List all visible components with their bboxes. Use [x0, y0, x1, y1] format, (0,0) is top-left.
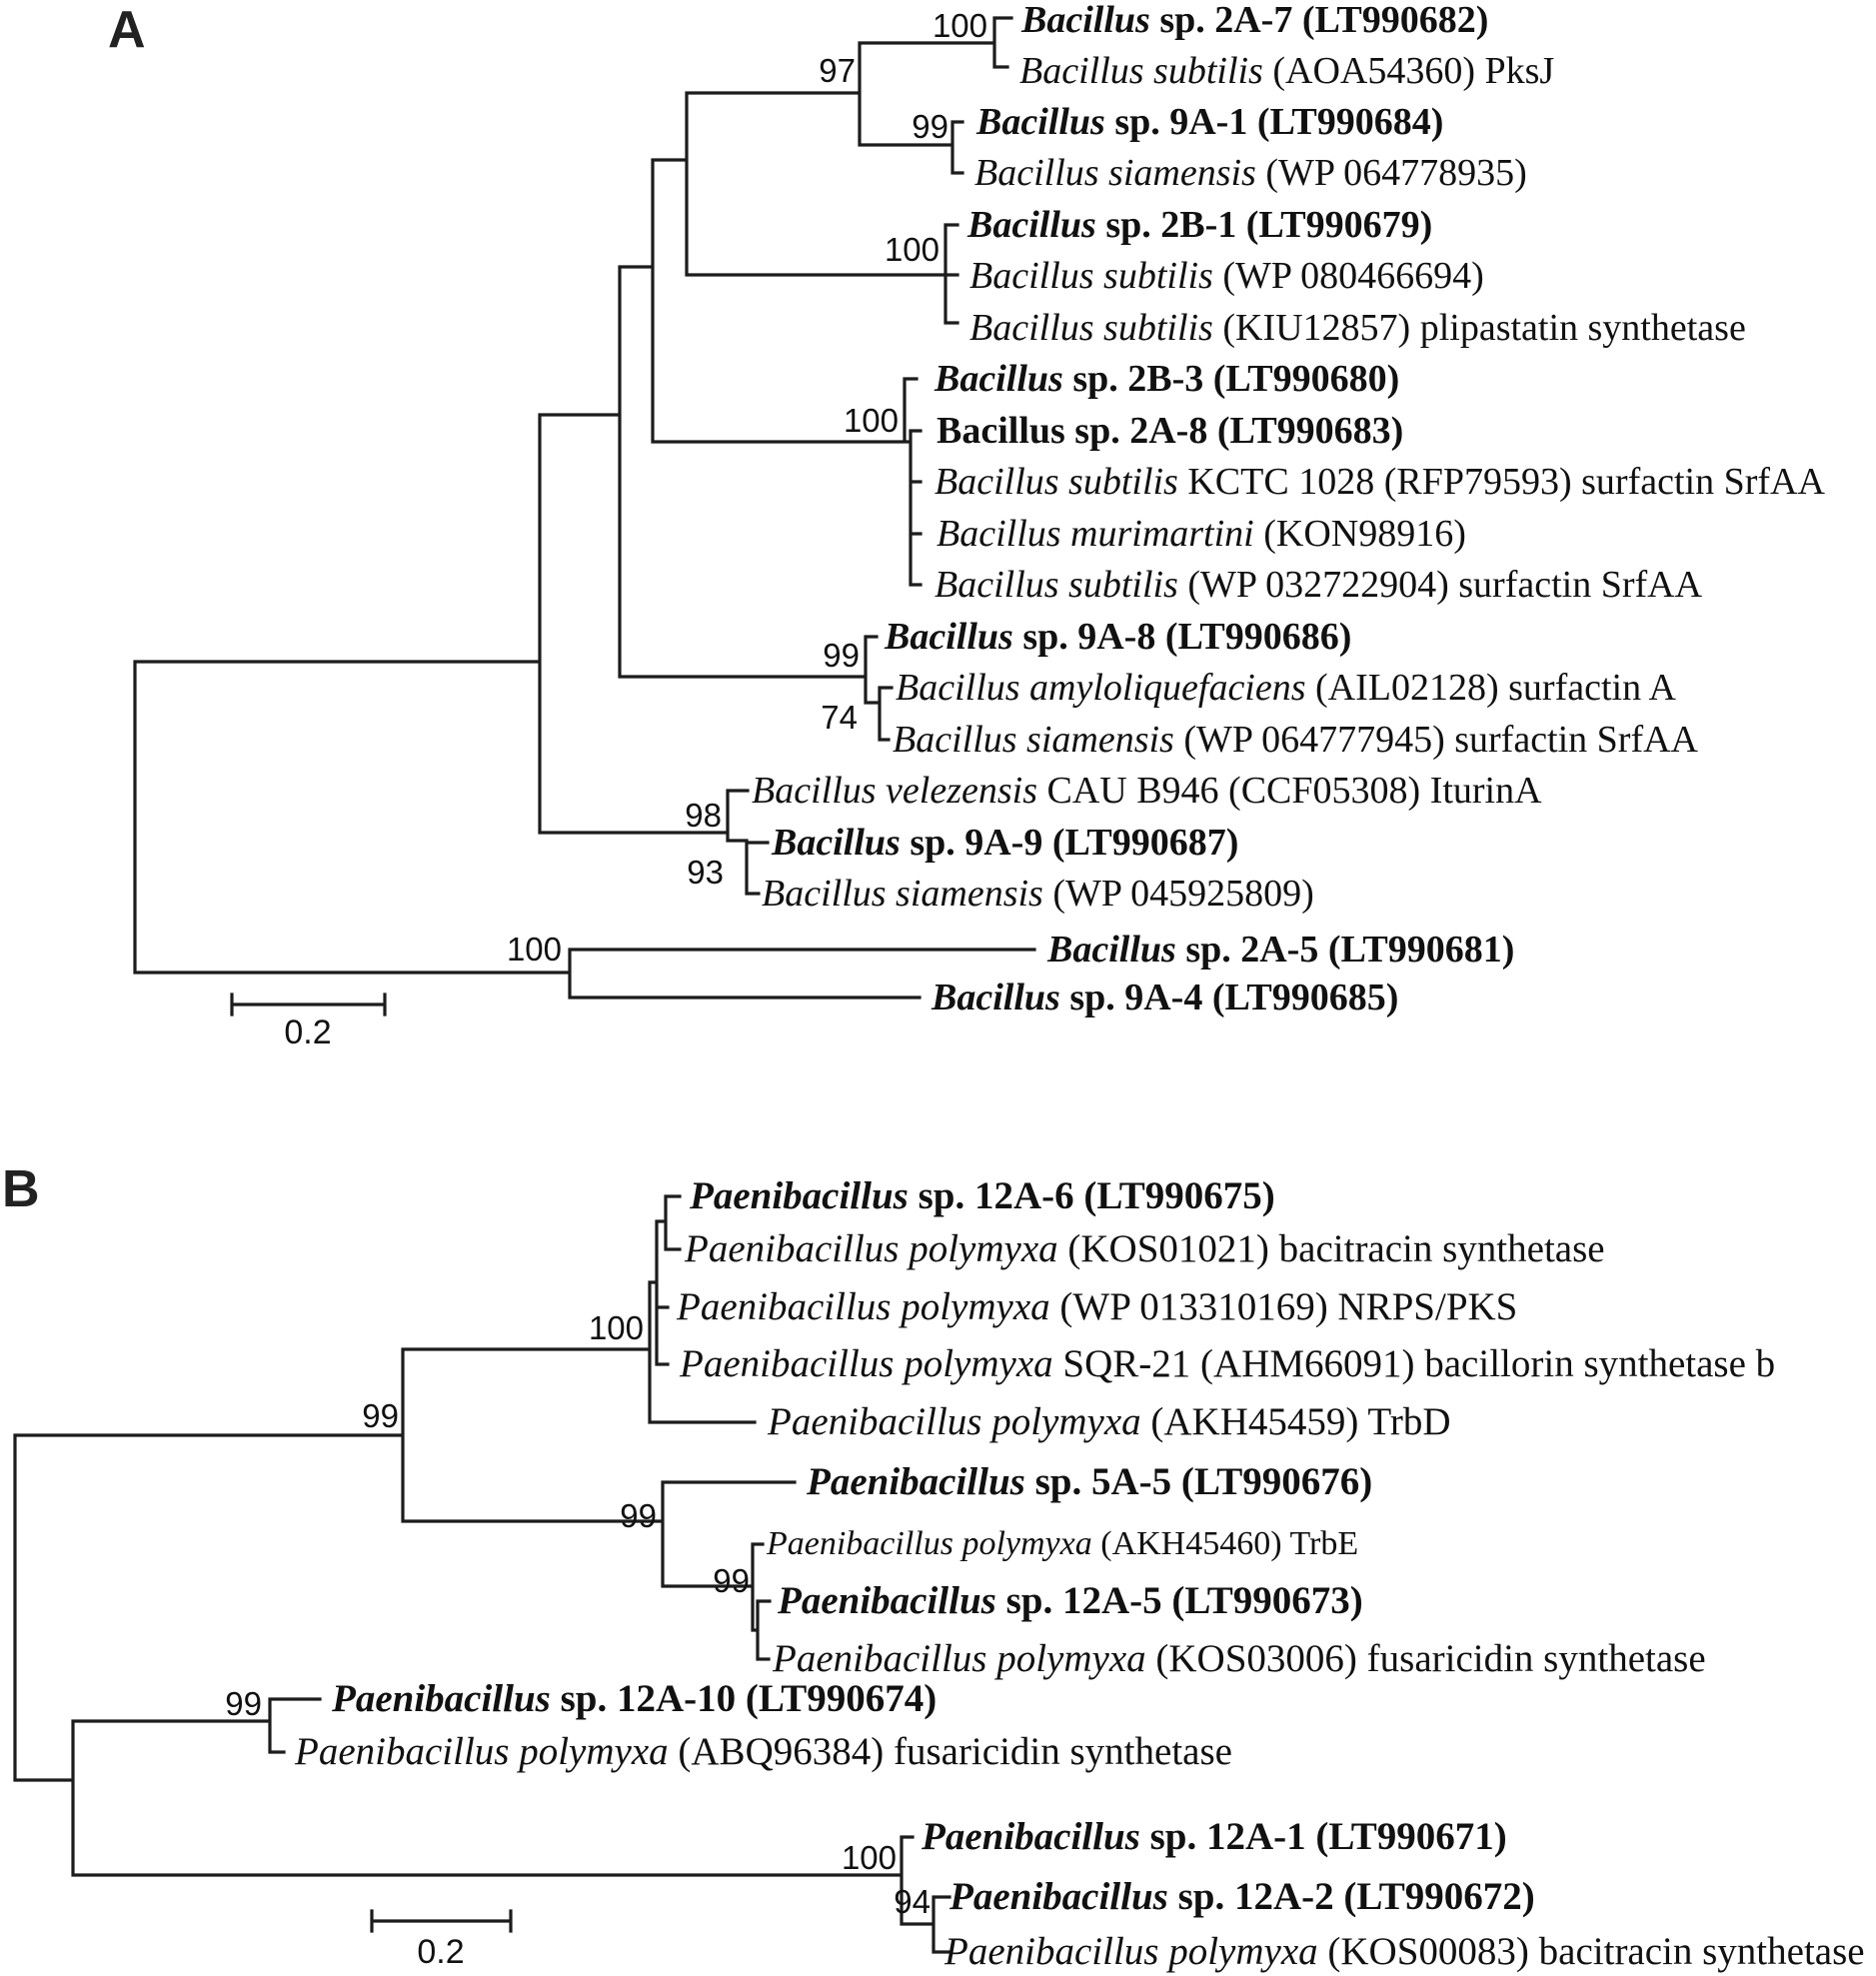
- bootstrap-value: 100: [843, 402, 899, 439]
- leaf-rest: sp. 9A-1 (LT990684): [1104, 101, 1444, 143]
- leaf-rest: sp. 2A-7 (LT990682): [1149, 0, 1489, 41]
- leaf-genus: Paenibacillus polymyxa: [768, 1400, 1141, 1443]
- bootstrap-value: 98: [685, 797, 722, 834]
- tree-leaf: [969, 256, 1484, 296]
- bootstrap-value: 100: [841, 1839, 897, 1876]
- tree-leaf: [967, 205, 1432, 245]
- leaf-genus: Paenibacillus: [922, 1815, 1140, 1858]
- bootstrap-value: 99: [713, 1562, 750, 1599]
- leaf-rest: sp. 12A-2 (LT990672): [1167, 1875, 1535, 1918]
- leaf-rest: (WP 045925809): [1042, 873, 1314, 915]
- leaf-genus: Bacillus subtilis: [935, 564, 1178, 606]
- leaf-genus: Bacillus: [885, 616, 1013, 658]
- tree-leaf: [949, 1876, 1535, 1918]
- leaf-rest: (KON98916): [1253, 513, 1466, 555]
- bootstrap-value: 100: [588, 1309, 644, 1346]
- leaf-rest: (WP 064777945) surfactin SrfAA: [1173, 719, 1698, 761]
- leaf-genus: Bacillus: [967, 204, 1096, 246]
- tree-leaf: [974, 153, 1527, 193]
- tree-leaf: [690, 1175, 1275, 1217]
- leaf-rest: (KIU12857) plipastatin synthetase: [1212, 307, 1746, 349]
- leaf-genus: Bacillus murimartini: [937, 513, 1254, 555]
- leaf-rest: sp. 12A-5 (LT990673): [995, 1579, 1363, 1622]
- bootstrap-value: 100: [506, 931, 562, 968]
- bootstrap-value: 100: [884, 231, 939, 268]
- leaf-genus: Bacillus: [935, 358, 1063, 400]
- bootstrap-value: 99: [620, 1497, 657, 1534]
- leaf-rest: sp. 12A-6 (LT990675): [908, 1174, 1275, 1217]
- leaf-rest: sp. 12A-1 (LT990671): [1139, 1815, 1507, 1858]
- leaf-genus: Bacillus amyloliquefaciens: [896, 667, 1306, 709]
- leaf-rest: sp. 9A-9 (LT990687): [900, 822, 1239, 864]
- leaf-rest: (WP 064778935): [1255, 152, 1527, 194]
- leaf-rest: (KOS03006) fusaricidin synthetase: [1145, 1637, 1706, 1680]
- leaf-genus: Paenibacillus: [807, 1460, 1025, 1503]
- bootstrap-value: 97: [819, 52, 856, 89]
- leaf-rest: (WP 032722904) surfactin SrfAA: [1177, 564, 1703, 606]
- leaf-genus: Paenibacillus: [690, 1174, 909, 1217]
- tree-leaf: [295, 1731, 1232, 1773]
- leaf-genus: Paenibacillus: [332, 1677, 551, 1720]
- tree-leaf: [932, 978, 1398, 1017]
- leaf-rest: sp. 9A-4 (LT990685): [1059, 977, 1399, 1018]
- tree-leaf: [944, 1931, 1865, 1973]
- tree-leaf: [922, 1816, 1507, 1858]
- bootstrap-value: 74: [821, 699, 858, 736]
- tree-leaf: [807, 1461, 1372, 1503]
- scale-bar-label: 0.2: [284, 1013, 332, 1051]
- leaf-rest: (AIL02128) surfactin A: [1305, 667, 1676, 709]
- tree-leaf: [752, 771, 1542, 811]
- leaf-rest: sp. 2B-3 (LT990680): [1062, 358, 1400, 400]
- leaf-genus: Paenibacillus: [949, 1875, 1168, 1918]
- tree-leaf: [680, 1343, 1775, 1385]
- leaf-genus: Bacillus subtilis: [969, 307, 1213, 349]
- leaf-genus: Paenibacillus polymyxa: [767, 1525, 1092, 1562]
- bootstrap-value: 99: [912, 108, 948, 145]
- tree-leaf: [935, 359, 1399, 399]
- bootstrap-value: 99: [823, 637, 860, 674]
- leaf-genus: Paenibacillus polymyxa: [680, 1342, 1053, 1385]
- tree-leaf: [685, 1228, 1605, 1270]
- leaf-genus: Bacillus velezensis: [752, 770, 1037, 812]
- leaf-genus: Bacillus subtilis: [1019, 50, 1263, 92]
- tree-leaf: [937, 514, 1466, 554]
- tree-leaf: [332, 1678, 937, 1720]
- leaf-rest: (ABQ96384) fusaricidin synthetase: [668, 1730, 1232, 1773]
- leaf-genus: Bacillus subtilis: [935, 461, 1178, 503]
- leaf-rest: (WP 080466694): [1212, 255, 1484, 297]
- tree-leaf: [896, 668, 1676, 708]
- bootstrap-value: 93: [687, 854, 724, 891]
- tree-leaf: [762, 874, 1314, 914]
- bootstrap-value: 100: [932, 7, 987, 44]
- tree-leaf: [677, 1286, 1517, 1328]
- panel-a-tree-branches: [135, 18, 1034, 1014]
- leaf-rest: SQR-21 (AHM66091) bacillorin synthetase b: [1052, 1342, 1776, 1385]
- leaf-genus: Paenibacillus polymyxa: [677, 1285, 1050, 1328]
- tree-leaf: [778, 1580, 1363, 1622]
- leaf-genus: Bacillus subtilis: [969, 255, 1213, 297]
- leaf-genus: Bacillus siamensis: [893, 719, 1174, 761]
- leaf-rest: KCTC 1028 (RFP79593) surfactin SrfAA: [1177, 461, 1825, 503]
- panel-b-letter: B: [2, 1160, 40, 1218]
- tree-leaf: [1047, 930, 1514, 970]
- bootstrap-value: 99: [362, 1397, 399, 1434]
- leaf-rest: sp. 2A-5 (LT990681): [1175, 929, 1515, 971]
- tree-leaf: [937, 411, 1403, 451]
- leaf-rest: (AKH45460) TrbE: [1091, 1525, 1359, 1562]
- tree-leaf: [773, 1638, 1706, 1680]
- tree-leaf: [767, 1526, 1358, 1562]
- leaf-genus: Bacillus: [976, 101, 1105, 143]
- leaf-rest: (KOS01021) bacitracin synthetase: [1057, 1227, 1605, 1270]
- panel-a-letter: A: [108, 1, 146, 59]
- tree-leaf: [935, 565, 1702, 605]
- leaf-rest: sp. 2B-1 (LT990679): [1095, 204, 1433, 246]
- tree-leaf: [893, 720, 1698, 760]
- leaf-rest: Bacillus sp. 2A-8 (LT990683): [937, 410, 1404, 452]
- tree-leaf: [885, 617, 1351, 657]
- leaf-genus: Paenibacillus: [778, 1579, 996, 1622]
- tree-leaf: [969, 308, 1746, 348]
- leaf-rest: (AKH45459) TrbD: [1140, 1400, 1451, 1443]
- tree-leaf: [1019, 51, 1554, 91]
- leaf-rest: (AOA54360) PksJ: [1262, 50, 1555, 92]
- leaf-genus: Bacillus: [932, 977, 1060, 1018]
- leaf-genus: Paenibacillus polymyxa: [295, 1730, 669, 1773]
- leaf-genus: Paenibacillus polymyxa: [944, 1930, 1318, 1973]
- leaf-genus: Bacillus: [1047, 929, 1176, 971]
- leaf-genus: Bacillus: [772, 822, 901, 864]
- tree-leaf: [1021, 0, 1488, 40]
- leaf-genus: Paenibacillus polymyxa: [685, 1227, 1058, 1270]
- leaf-rest: sp. 9A-8 (LT990686): [1012, 616, 1352, 658]
- leaf-rest: sp. 5A-5 (LT990676): [1024, 1460, 1373, 1503]
- leaf-genus: Bacillus siamensis: [974, 152, 1256, 194]
- leaf-genus: Bacillus siamensis: [762, 873, 1043, 915]
- tree-leaf: [935, 462, 1825, 502]
- bootstrap-value: 94: [894, 1883, 931, 1920]
- bootstrap-value: 99: [225, 1685, 262, 1722]
- leaf-genus: Bacillus: [1021, 0, 1150, 41]
- tree-leaf: [768, 1401, 1451, 1443]
- leaf-genus: Paenibacillus polymyxa: [773, 1637, 1146, 1680]
- leaf-rest: (KOS00083) bacitracin synthetase: [1317, 1930, 1865, 1973]
- tree-leaf: [976, 102, 1443, 142]
- scale-bar-label: 0.2: [417, 1933, 465, 1971]
- leaf-rest: CAU B946 (CCF05308) IturinA: [1036, 770, 1542, 812]
- leaf-rest: (WP 013310169) NRPS/PKS: [1049, 1285, 1518, 1328]
- tree-leaf: [772, 823, 1238, 863]
- leaf-rest: sp. 12A-10 (LT990674): [550, 1677, 938, 1720]
